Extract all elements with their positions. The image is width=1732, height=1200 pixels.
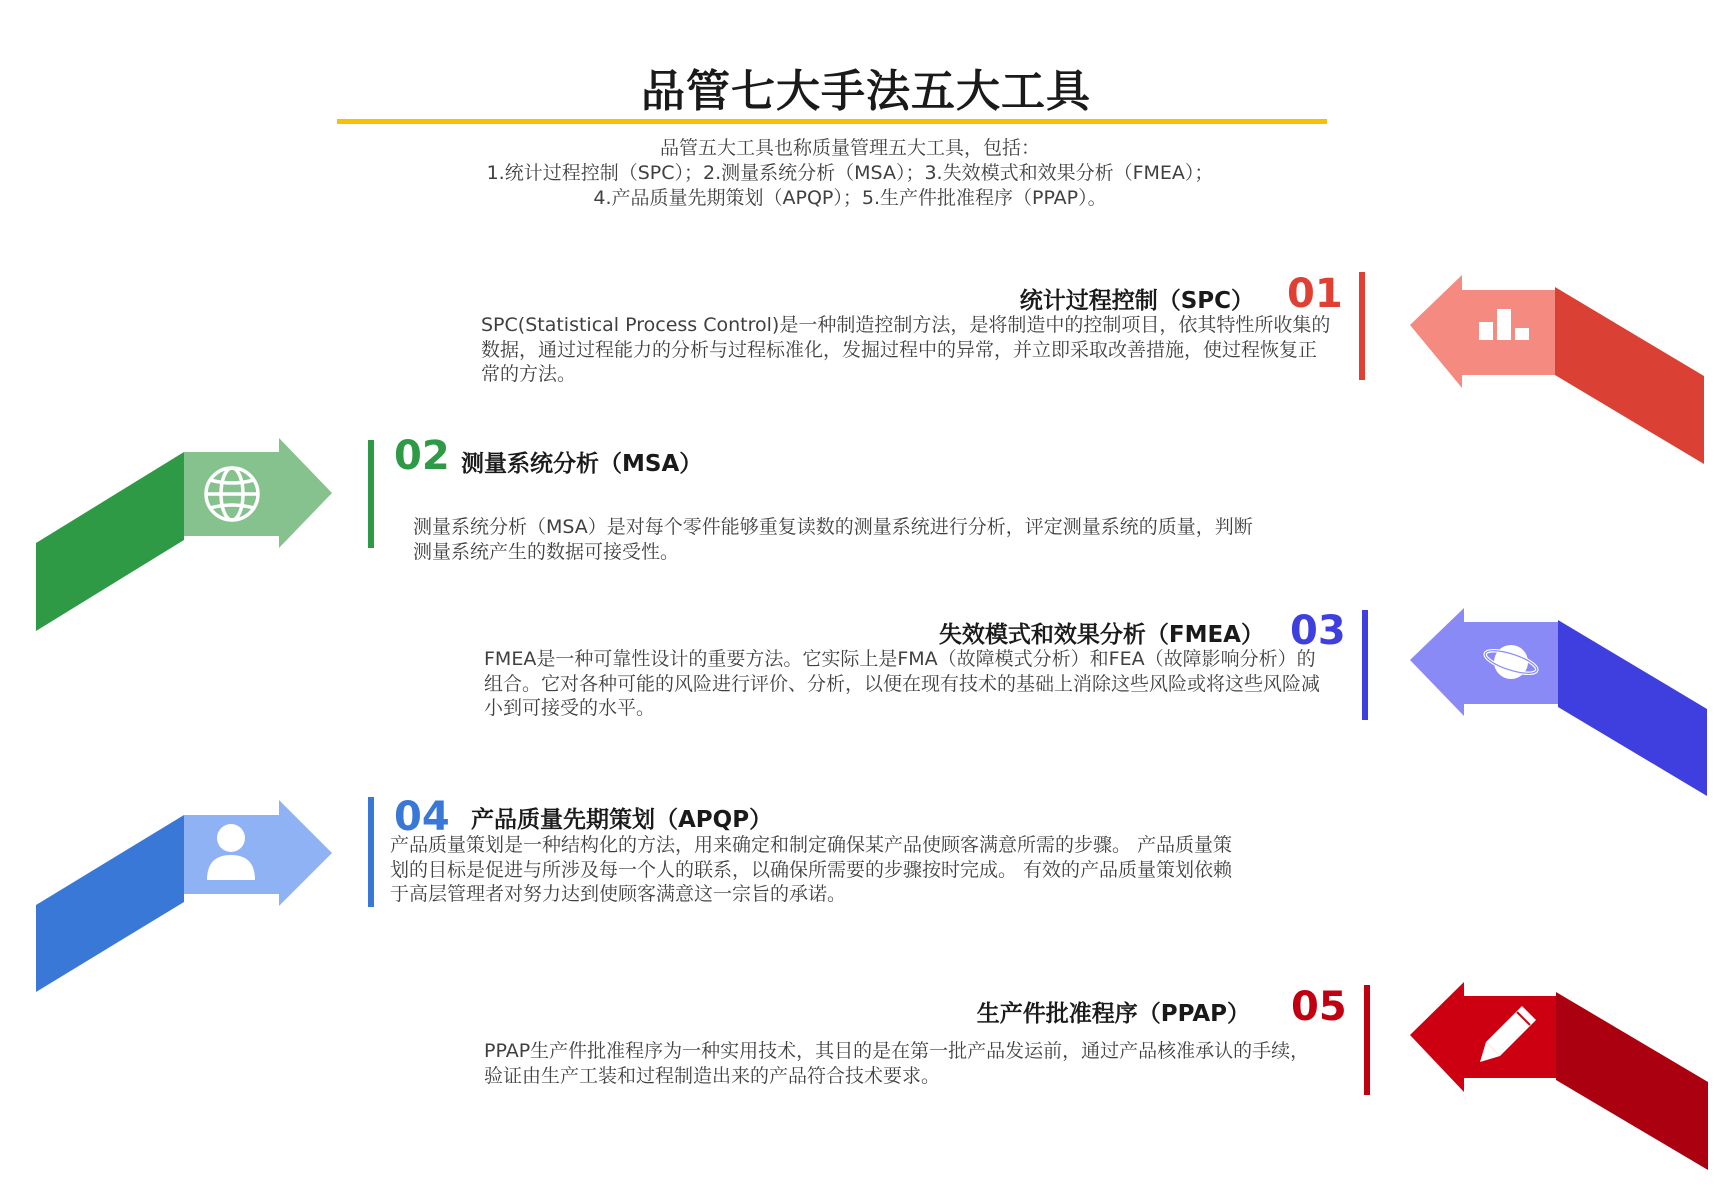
item-05-number: 05 [1291,984,1347,1030]
item-04-line: 划的目标是促进与所涉及每一个人的联系，以确保所需要的步骤按时完成。 有效的产品质量策划依赖 [390,858,1233,881]
item-03-line: 小到可接受的水平。 [484,697,656,719]
item-01-heading: 统计过程控制（SPC） [1019,288,1254,314]
item-03-description [484,647,1320,721]
item-04-number: 04 [394,794,450,840]
intro-line: 1.统计过程控制（SPC）；2.测量系统分析（MSA）；3.失效模式和效果分析（FMEA）； [486,162,1214,184]
item-03-heading: 失效模式和效果分析（FMEA） [938,622,1264,648]
item-02-number: 02 [394,433,450,479]
item-05-line: 验证由生产工装和过程制造出来的产品符合技术要求。 [484,1064,941,1087]
title-underline [337,119,1327,124]
intro-line: 4.产品质量先期策划（APQP）；5.生产件批准程序（PPAP）。 [593,187,1107,209]
arrow-04-head [184,800,332,906]
item-05-line: PPAP生产件批准程序为一种实用技术，其目的是在第一批产品发运前，通过产品核准承认的手续， [484,1040,1310,1062]
item-01-number: 01 [1287,271,1343,317]
arrow-01-band [1555,287,1704,464]
item-03-number: 03 [1290,608,1346,654]
item-05-description [484,1039,1309,1088]
item-01-line: SPC(Statistical Process Control)是一种制造控制方法，是将制造中的控制项目，依其特性所收集的 [481,314,1331,336]
arrow-05 [1410,982,1708,1170]
item-01-divider [1359,272,1365,380]
arrow-05-head [1410,982,1556,1092]
item-01-description [481,313,1330,387]
item-01-line: 数据，通过过程能力的分析与过程标准化，发掘过程中的异常，并立即采取改善措施，使过程恢复正 [481,338,1318,361]
intro-line: 品管五大工具也称质量管理五大工具，包括： [659,137,1040,159]
arrow-01 [1410,275,1704,464]
item-02-heading: 测量系统分析（MSA） [461,451,703,477]
item-03-line: FMEA是一种可靠性设计的重要方法。它实际上是FMA（故障模式分析）和FEA（故障影响分析）的 [484,648,1316,670]
item-04-divider [368,797,374,907]
arrow-03-band [1558,620,1707,796]
item-02-description [413,515,1253,564]
item-05-divider [1364,985,1370,1095]
arrow-04-band [36,815,184,992]
arrow-04 [36,800,332,992]
arrow-03 [1410,608,1707,796]
item-03-divider [1362,610,1368,720]
item-03-line: 组合。它对各种可能的风险进行评价、分析，以便在现有技术的基础上消除这些风险或将这些风险减 [484,672,1321,695]
intro-text [300,136,1400,211]
arrow-05-band [1556,992,1708,1170]
item-04-heading: 产品质量先期策划（APQP） [471,807,773,833]
page-title: 品管七大手法五大工具 [641,66,1091,117]
arrow-02-band [36,452,184,631]
arrow-02 [36,438,332,631]
item-02-line: 测量系统产生的数据可接受性。 [413,540,680,563]
item-04-description [390,833,1232,907]
item-02-divider [368,440,374,548]
item-05-heading: 生产件批准程序（PPAP） [976,1001,1250,1027]
item-04-line: 产品质量策划是一种结构化的方法，用来确定和制定确保某产品使顾客满意所需的步骤。 产品质量策 [390,834,1233,856]
item-02-line: 测量系统分析（MSA）是对每个零件能够重复读数的测量系统进行分析，评定测量系统的质量，判断 [413,516,1253,538]
arrow-03-head [1410,608,1558,716]
item-01-line: 常的方法。 [481,363,577,385]
item-04-line: 于高层管理者对努力达到使顾客满意这一宗旨的承诺。 [390,883,847,905]
